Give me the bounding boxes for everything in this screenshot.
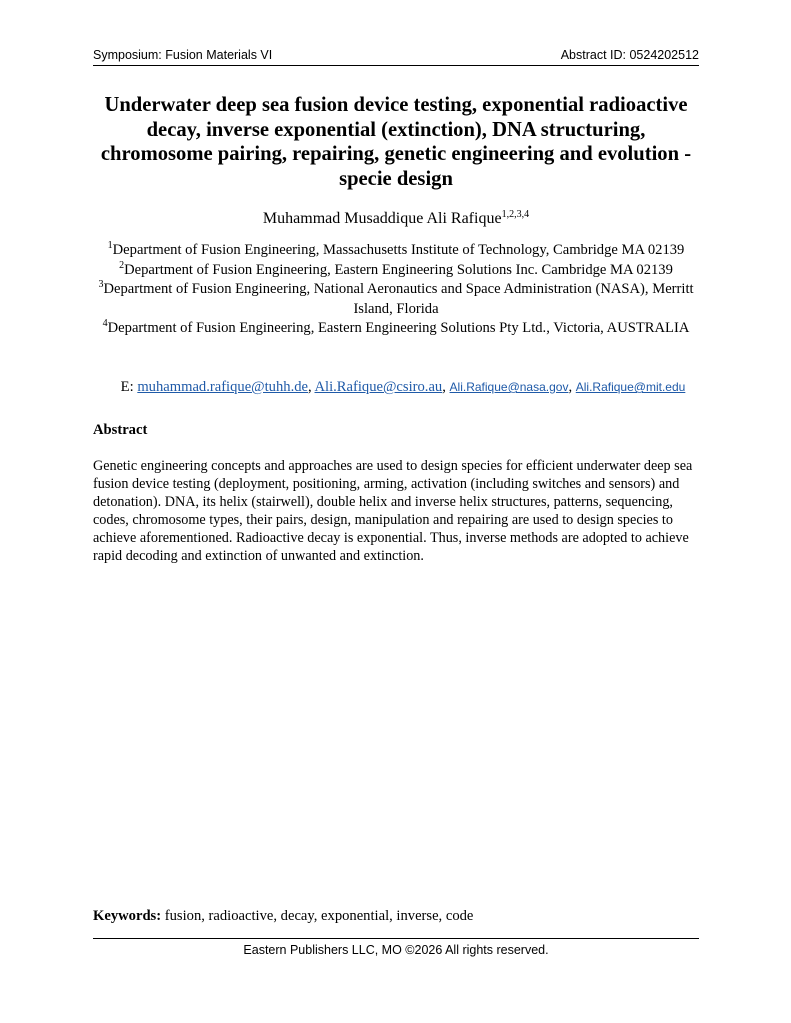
email-link-mit[interactable]: Ali.Rafique@mit.edu bbox=[575, 380, 686, 394]
paper-title: Underwater deep sea fusion device testing, exponential radioactive decay, inverse exponential (extinction), DNA structuring, chromosome pairing, repairing, genetic engineering and evolution - specie design bbox=[100, 94, 692, 190]
affiliation-number: 3 bbox=[98, 279, 104, 290]
affiliation-item bbox=[80, 280, 712, 319]
affiliation-text: Department of Fusion Engineering, Eastern Engineering Solutions Inc. Cambridge MA 02139 bbox=[124, 261, 673, 278]
affiliation-number: 4 bbox=[102, 318, 108, 329]
keywords-line bbox=[93, 908, 699, 925]
contact-emails: E: muhammad.rafique@tuhh.de, Ali.Rafique@csiro.au, Ali.Rafique@nasa.gov, Ali.Rafique@mit.edu bbox=[120, 379, 686, 395]
author-affiliation-marks: 1,2,3,4 bbox=[501, 209, 530, 220]
keywords-label: Keywords: bbox=[93, 908, 162, 924]
affiliation-text: Department of Fusion Engineering, Massachusetts Institute of Technology, Cambridge MA 02139 bbox=[112, 242, 685, 258]
footer-divider bbox=[93, 938, 699, 939]
affiliation-text: Department of Fusion Engineering, Eastern Engineering Solutions Pty Ltd., Victoria, AUSTRALIA bbox=[107, 320, 690, 336]
email-link-nasa[interactable]: Ali.Rafique@nasa.gov bbox=[449, 380, 569, 394]
affiliation-item bbox=[80, 319, 712, 339]
running-header bbox=[93, 48, 699, 62]
header-abstract-id: Abstract ID: 0524202512 bbox=[560, 48, 699, 62]
abstract-body: Genetic engineering concepts and approaches are used to design species for efficient underwater deep sea fusion device testing (deployment, positioning, arming, activation (including switches and sensors) and detonation). DNA, its helix (stairwell), double helix and inverse helix structures, patterns, sequencing, codes, chromosome types, their pairs, design, manipulation and repairing are used to design species to achieve aforementioned. Radioactive decay is exponential. Thus, inverse methods are adopted to achieve rapid decoding and extinction of unwanted and extinction. bbox=[93, 458, 693, 564]
keywords-text: fusion, radioactive, decay, exponential, inverse, code bbox=[164, 908, 474, 924]
affiliations bbox=[80, 241, 712, 339]
header-divider bbox=[93, 65, 699, 66]
affiliation-number: 2 bbox=[119, 259, 125, 271]
affiliation-number: 1 bbox=[107, 240, 113, 251]
footer-copyright: Eastern Publishers LLC, MO ©2026 All rights reserved. bbox=[243, 943, 549, 957]
email-link-tuhh[interactable]: muhammad.rafique@tuhh.de bbox=[137, 379, 308, 395]
author-line bbox=[93, 209, 699, 229]
author-name: Muhammad Musaddique Ali Rafique bbox=[262, 210, 502, 227]
email-prefix: E: bbox=[120, 379, 134, 395]
header-symposium: Symposium: Fusion Materials VI bbox=[93, 48, 273, 62]
affiliation-item bbox=[80, 241, 712, 261]
abstract-heading: Abstract bbox=[93, 422, 148, 438]
affiliation-item bbox=[80, 261, 712, 281]
affiliation-text: Department of Fusion Engineering, National Aeronautics and Space Administration (NASA), Merritt Island, Florida bbox=[103, 281, 694, 317]
email-link-csiro[interactable]: Ali.Rafique@csiro.au bbox=[314, 379, 443, 395]
